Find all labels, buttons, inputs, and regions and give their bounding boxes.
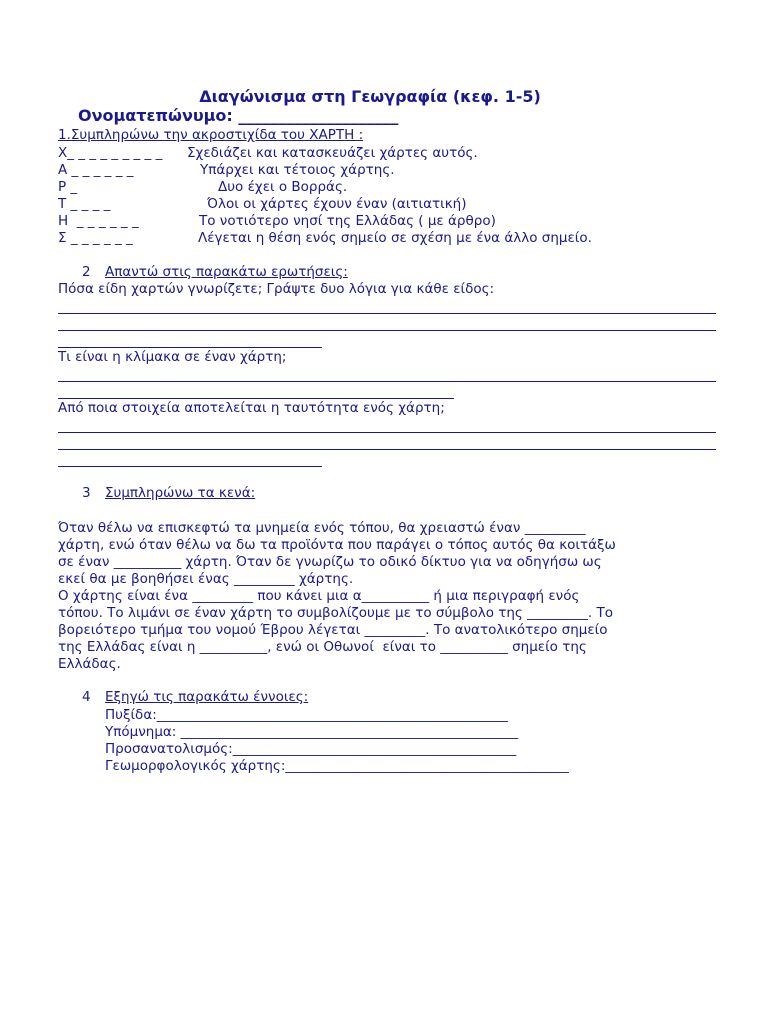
acrostic-clue-t: Όλοι οι χάρτες έχουν έναν (αιτιατική) bbox=[207, 196, 467, 212]
fill-blank-text-line: Όταν θέλω να επισκεφτώ τα μνημεία ενός τόπου, θα χρειαστώ έναν _________ bbox=[58, 520, 586, 536]
term-compass: Πυξίδα:____________________________________________________ bbox=[105, 707, 508, 723]
answer-line[interactable] bbox=[58, 449, 716, 450]
acrostic-letter-s: Σ _ _ _ _ _ _ bbox=[58, 230, 133, 246]
fill-blank-text-line: Ο χάρτης είναι ένα _________ που κάνει μια α__________ ή μια περιγραφή ενός bbox=[58, 588, 580, 604]
fill-blank-text-line: βορειότερο τμήμα του νομού Έβρου λέγεται _________. Το ανατολικότερο σημείο bbox=[58, 622, 608, 638]
acrostic-letter-a: Α _ _ _ _ _ _ bbox=[58, 162, 134, 178]
term-orientation: Προσανατολισμός:__________________________________________ bbox=[105, 741, 517, 757]
answer-line[interactable] bbox=[58, 466, 322, 467]
acrostic-letter-h: Η _ _ _ _ _ _ bbox=[58, 213, 139, 229]
answer-line[interactable] bbox=[58, 398, 454, 399]
answer-line[interactable] bbox=[58, 313, 716, 314]
question-map-identity: Από ποια στοιχεία αποτελείται η ταυτότητα ενός χάρτη; bbox=[58, 400, 445, 416]
fill-blank-text-line: χάρτη, ενώ όταν θέλω να δω τα προϊόντα που παράγει ο τόπος αυτός θα κοιτάξω bbox=[58, 537, 616, 553]
acrostic-letter-t: Τ _ _ _ _ bbox=[58, 196, 111, 212]
fill-blank-text-line: εκεί θα με βοηθήσει ένας _________ χάρτης. bbox=[58, 571, 354, 587]
fill-blank-text-line: Ελλάδας. bbox=[58, 656, 121, 672]
exercise-1-heading: 1.Συμπληρώνω την ακροστιχίδα του ΧΑΡΤΗ : bbox=[58, 127, 364, 143]
acrostic-letter-r: Ρ _ bbox=[58, 179, 78, 195]
exercise-3-heading: Συμπληρώνω τα κενά: bbox=[105, 485, 256, 501]
term-geomorphological-map: Γεωμορφολογικός χάρτης:__________________________________________ bbox=[105, 758, 569, 774]
page-title: Διαγώνισμα στη Γεωγραφία (κεφ. 1-5) bbox=[199, 87, 541, 106]
fill-blank-text-line: τόπου. Το λιμάνι σε έναν χάρτη το συμβολίζουμε με το σύμβολο της _________. Το bbox=[58, 605, 613, 621]
acrostic-clue-r: Δυο έχει ο Βορράς. bbox=[218, 179, 348, 195]
acrostic-clue-x: Σχεδιάζει και κατασκευάζει χάρτες αυτός. bbox=[187, 145, 478, 161]
name-field-label: Ονοματεπώνυμο: ____________________ bbox=[78, 106, 399, 125]
acrostic-clue-h: Το νοτιότερο νησί της Ελλάδας ( με άρθρο) bbox=[199, 213, 496, 229]
answer-line[interactable] bbox=[58, 330, 716, 331]
question-map-types: Πόσα είδη χαρτών γνωρίζετε; Γράψτε δυο λόγια για κάθε είδος: bbox=[58, 281, 495, 297]
fill-blank-text-line: σε έναν __________ χάρτη. Όταν δε γνωρίζω το οδικό δίκτυο για να οδηγήσω ως bbox=[58, 554, 602, 570]
exercise-2-heading: Απαντώ στις παρακάτω ερωτήσεις: bbox=[105, 264, 348, 280]
exercise-4-heading: Εξηγώ τις παρακάτω έννοιες: bbox=[105, 689, 309, 705]
exercise-2-number: 2 bbox=[82, 264, 91, 280]
answer-line[interactable] bbox=[58, 347, 322, 348]
acrostic-clue-s: Λέγεται η θέση ενός σημείο σε σχέση με ένα άλλο σημείο. bbox=[198, 230, 592, 246]
exercise-4-number: 4 bbox=[82, 689, 91, 705]
answer-line[interactable] bbox=[58, 432, 716, 433]
term-legend: Υπόμνημα: __________________________________________________ bbox=[105, 724, 519, 740]
question-scale: Τι είναι η κλίμακα σε έναν χάρτη; bbox=[58, 349, 287, 365]
fill-blank-text-line: της Ελλάδας είναι η __________, ενώ οι Οθωνοί είναι το __________ σημείο της bbox=[58, 639, 587, 655]
answer-line[interactable] bbox=[58, 381, 716, 382]
exercise-3-number: 3 bbox=[82, 485, 91, 501]
acrostic-clue-a: Υπάρχει και τέτοιος χάρτης. bbox=[200, 162, 395, 178]
acrostic-letter-x: Χ_ _ _ _ _ _ _ _ _ bbox=[58, 145, 163, 161]
